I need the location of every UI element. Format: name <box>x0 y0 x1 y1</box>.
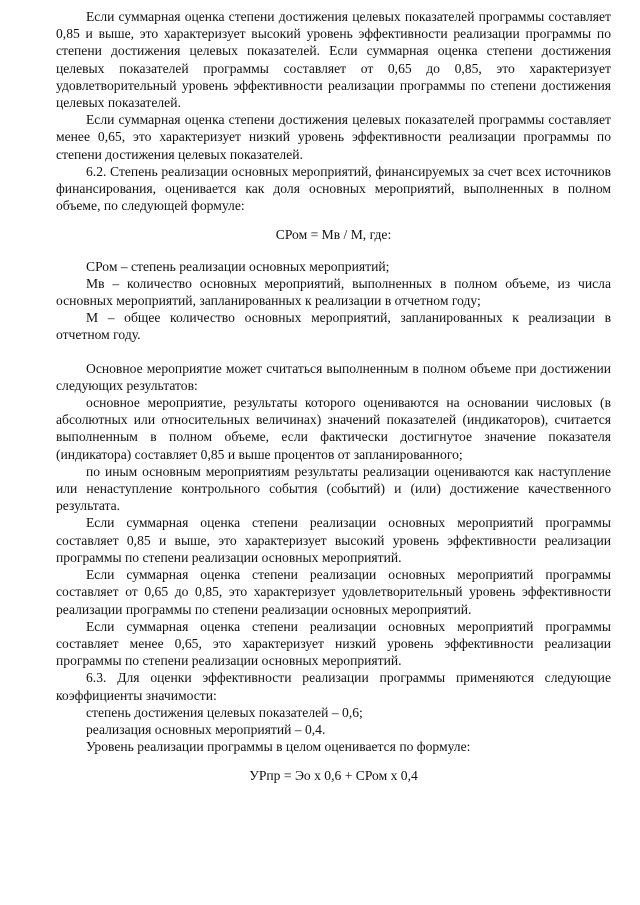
paragraph-completion-criteria: Основное мероприятие может считаться выполненным в полном объеме при достижении следующих результатов: <box>56 360 611 393</box>
coefficient-targets: степень достижения целевых показателей – 0,6; <box>86 704 363 720</box>
formula-urpr: УРпр = Эо х 0,6 + СРом х 0,4 <box>249 768 418 784</box>
paragraph-low-measures-level: Если суммарная оценка степени реализации основных мероприятий программы составляет менее 0,65, это характеризует низкий уровень эффективности реализации программы по степени реализации основных мероприятий. <box>56 618 611 669</box>
paragraph-low-target-level: Если суммарная оценка степени достижения целевых показателей программы составляет менее 0,65, это характеризует низкий уровень эффективности реализации программы по степени достижения целевых показателей. <box>56 112 611 162</box>
paragraph-section-6-2: 6.2. Степень реализации основных мероприятий, финансируемых за счет всех источников финансирования, оценивается как доля основных мероприятий, выполненных в полном объеме, по следующей формуле: <box>56 163 611 214</box>
coefficient-measures: реализация основных мероприятий – 0,4. <box>86 721 326 737</box>
criterion-numeric: основное мероприятие, результаты которого оцениваются на основании числовых (в абсолютных или относительных величинах) значений показателей (индикаторов), считается выполненным в полном объеме, если фактически достигнутое значение показателя (индикатора) составляет 0,85 и выше процентов от запланированного; <box>56 395 611 462</box>
paragraph-satisfactory-measures-level: Если суммарная оценка степени реализации основных мероприятий программы составляет от 0,65 до 0,85, это характеризует удовлетворительный уровень эффективности реализации программы по степени реализации основных мероприятий. <box>56 567 611 617</box>
definition-srom: СРом – степень реализации основных мероприятий; <box>86 258 390 274</box>
paragraph-high-measures-level: Если суммарная оценка степени реализации основных мероприятий программы составляет 0,85 и выше, это характеризует высокий уровень эффективности реализации программы по степени реализации основных мероприятий. <box>56 515 611 565</box>
definition-mv: Мв – количество основных мероприятий, выполненных в полном объеме, из числа основных мероприятий, запланированных к реализации в отчетном году; <box>56 275 611 309</box>
document-page <box>56 8 611 799</box>
paragraph-section-6-3: 6.3. Для оценки эффективности реализации программы применяются следующие коэффициенты значимости: <box>56 670 611 703</box>
paragraph-overall-level: Уровень реализации программы в целом оценивается по формуле: <box>86 739 471 755</box>
formula-srom: СРом = Мв / М, где: <box>275 227 392 243</box>
definition-m: М – общее количество основных мероприятий, запланированных к реализации в отчетном году. <box>56 310 611 343</box>
criterion-event: по иным основным мероприятиям результаты реализации оцениваются как наступление или ненаступление контрольного события (событий) и (или) достижение качественного результата. <box>56 463 611 514</box>
paragraph-high-target-level: Если суммарная оценка степени достижения целевых показателей программы составляет 0,85 и выше, это характеризует высокий уровень эффективности реализации программы по степени достижения целевых показателей. Если суммарная оценка степени достижения целевых показателей программы составляет от 0,65 до 0,85, это характеризует удовлетворительный уровень эффективности реализации программы по степени достижения целевых показателей. <box>56 9 611 111</box>
